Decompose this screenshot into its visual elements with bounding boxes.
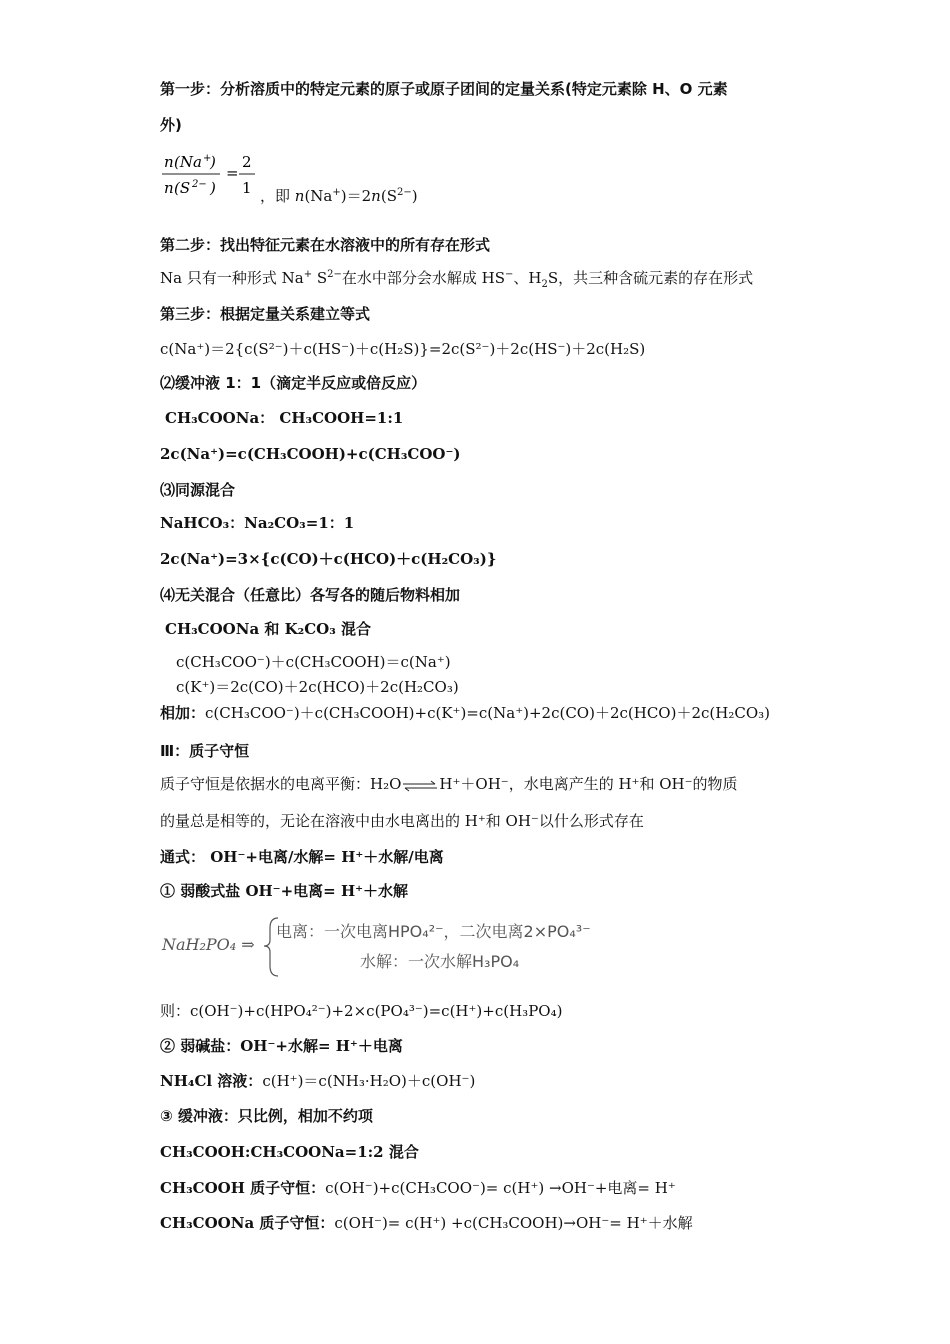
napo4-conclusion: 则：c(OH⁻)+c(HPO₄²⁻)+2×c(PO₄³⁻)=c(H⁺)+c(H₃PO₄) bbox=[160, 1002, 563, 1020]
frac-num-sup: + bbox=[203, 153, 212, 164]
nh4cl-equation: NH₄Cl 溶液：c(H⁺)＝c(NH₃·H₂O)＋c(OH⁻) bbox=[160, 1072, 476, 1090]
step2-heading: 第二步：找出特征元素在水溶液中的所有存在形式 bbox=[160, 236, 491, 254]
nah2po4-diagram bbox=[160, 912, 680, 980]
frac-den-n: n bbox=[164, 179, 174, 197]
frac-num-el: (Na bbox=[174, 153, 202, 171]
general-formula: 通式： OH⁻+电离/水解= H⁺＋水解/电离 bbox=[160, 848, 444, 866]
na-forms-line: Na 只有一种形式 Na+ $S^{2-}$在水中部分会水解成 HS−、$H_2S$，共三种含硫元素的存在形式 bbox=[160, 269, 754, 290]
nah2po4-ionization: 电离：一次电离HPO₄²⁻，二次电离2×PO₄³⁻ bbox=[276, 922, 591, 941]
unrelated-mix: CH₃COONa 和 K₂CO₃ 混合 bbox=[165, 620, 372, 638]
frac-den-close: ) bbox=[210, 179, 216, 197]
weak-base-salt-heading: ② 弱碱盐：OH⁻+水解= H⁺＋电离 bbox=[160, 1037, 403, 1055]
ratio-formula bbox=[160, 148, 260, 206]
frac-rhs-den: 1 bbox=[242, 179, 252, 197]
weak-acid-salt-heading: ① 弱酸式盐 OH⁻+电离= H⁺＋水解 bbox=[160, 882, 409, 900]
step1-heading-cont: 外) bbox=[160, 116, 182, 134]
frac-rhs-num: 2 bbox=[242, 153, 252, 171]
same-source-equation: 2c(Na⁺)=3×{c(CO)＋c(HCO)＋c(H₂CO₃)} bbox=[160, 550, 497, 568]
proton-para-2: 的量总是相等的，无论在溶液中由水电离出的 H⁺和 OH⁻以什么形式存在 bbox=[160, 812, 644, 830]
hac-proton-line: CH₃COOH 质子守恒：c(OH⁻)+c(CH₃COO⁻)= c(H⁺) →OH⁻+电离= H⁺ bbox=[160, 1179, 676, 1197]
step1-heading: 第一步：分析溶质中的特定元素的原子或原子团间的定量关系(特定元素除 H、O 元素 bbox=[160, 80, 728, 98]
proton-para-1: 质子守恒是依据水的电离平衡：H₂O H⁺＋OH⁻，水电离产生的 H⁺和 OH⁻的物质 bbox=[160, 775, 738, 793]
buffer-heading: ⑵缓冲液 1：1（滴定半反应或倍反应） bbox=[160, 374, 427, 392]
frac-num-close: ) bbox=[210, 153, 216, 171]
frac-den-el: (S bbox=[174, 179, 191, 197]
frac-den-sup: 2− bbox=[192, 179, 207, 190]
nah2po4-left: NaH₂PO₄ ⇒ bbox=[162, 935, 255, 954]
step3-heading: 第三步：根据定量关系建立等式 bbox=[160, 305, 371, 323]
sulfur-equation: c(Na⁺)＝2{c(S²⁻)＋c(HS⁻)＋c(H₂S)}=2c(S²⁻)＋2c(HS⁻)＋2c(H₂S) bbox=[160, 340, 646, 358]
frac-equals: = bbox=[226, 164, 239, 182]
unrelated-eq1: c(CH₃COO⁻)＋c(CH₃COOH)＝c(Na⁺) bbox=[176, 653, 451, 671]
unrelated-sum: 相加：c(CH₃COO⁻)＋c(CH₃COOH)+c(K⁺)=c(Na⁺)+2c(CO)＋2c(HCO)＋2c(H₂CO₃) bbox=[160, 704, 770, 722]
frac-num-n: n bbox=[164, 153, 174, 171]
buffer-equation: 2c(Na⁺)=c(CH₃COOH)+c(CH₃COO⁻) bbox=[160, 445, 461, 463]
equilibrium-arrow-icon bbox=[401, 778, 439, 792]
mix-ratio-line: CH₃COOH:CH₃COONa=1:2 混合 bbox=[160, 1143, 419, 1161]
ratio-conclusion: ，即 $n(Na^+)=2n(S^{2-})$ bbox=[260, 187, 418, 205]
same-source-heading: ⑶同源混合 bbox=[160, 481, 236, 499]
unrelated-eq2: c(K⁺)＝2c(CO)＋2c(HCO)＋2c(H₂CO₃) bbox=[176, 678, 459, 696]
naac-proton-line: CH₃COONa 质子守恒：c(OH⁻)= c(H⁺) +c(CH₃COOH)→OH⁻= H⁺＋水解 bbox=[160, 1214, 693, 1232]
buffer-ratio: CH₃COONa： CH₃COOH=1:1 bbox=[165, 409, 404, 427]
unrelated-heading: ⑷无关混合（任意比）各写各的随后物料相加 bbox=[160, 586, 461, 604]
proton-heading: Ⅲ：质子守恒 bbox=[160, 742, 250, 760]
buffer-proton-heading: ③ 缓冲液：只比例，相加不约项 bbox=[160, 1107, 373, 1125]
nah2po4-hydrolysis: 水解：一次水解H₃PO₄ bbox=[360, 952, 520, 971]
same-source-ratio: NaHCO₃：Na₂CO₃=1：1 bbox=[160, 514, 355, 532]
